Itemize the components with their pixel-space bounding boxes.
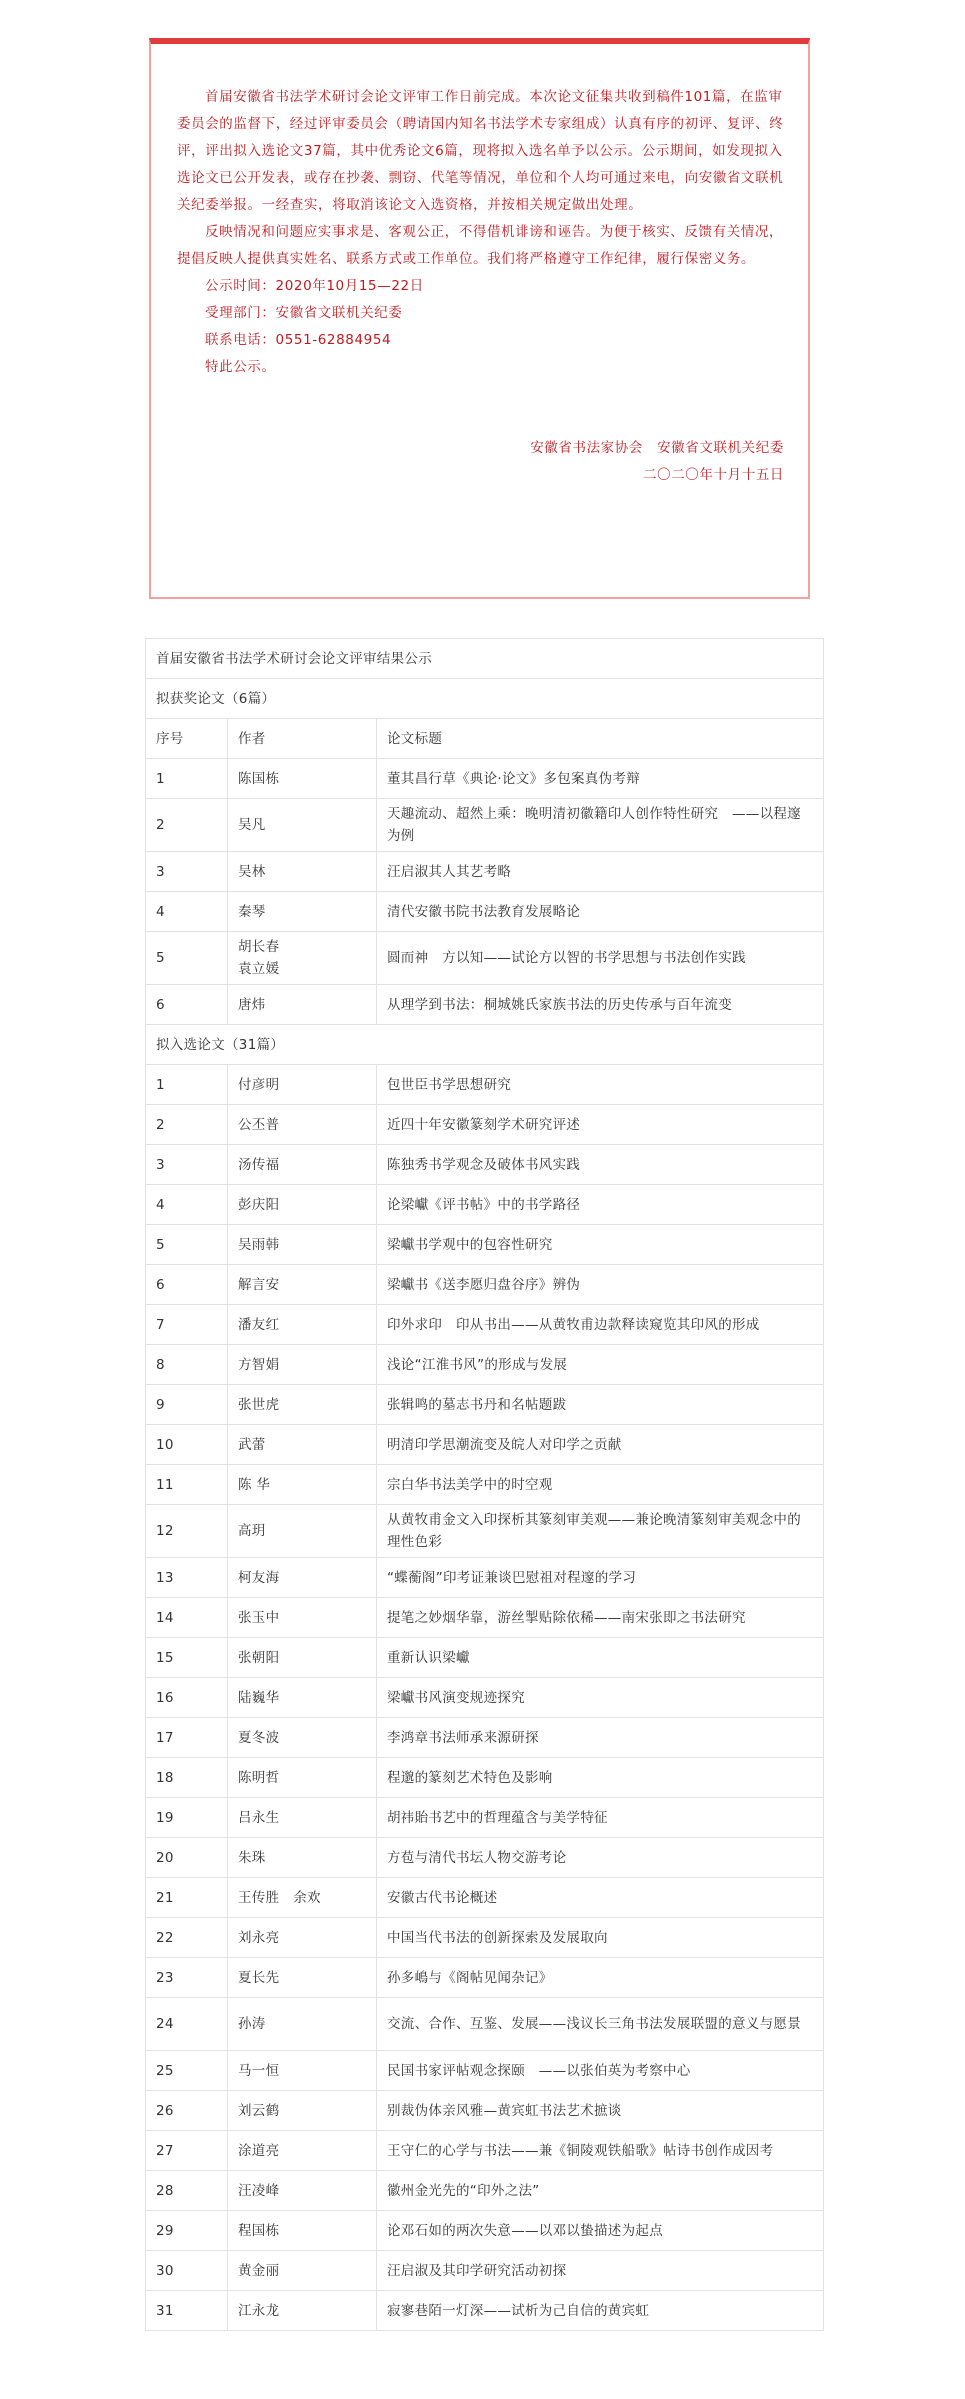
notice-paragraph-2: 反映情况和问题应实事求是、客观公正，不得借机诽谤和诬告。为便于核实、反馈有关情况，提倡反映人提供真实姓名、联系方式或工作单位。我们将严格遵守工作纪律，履行保密义务。 [177, 224, 784, 267]
row-author: 秦琴 [228, 892, 377, 932]
row-title: 浅论“江淮书风”的形成与发展 [377, 1345, 824, 1385]
table-row [146, 1425, 824, 1465]
row-number: 25 [146, 2051, 228, 2091]
row-title: 从理学到书法：桐城姚氏家族书法的历史传承与百年流变 [377, 985, 824, 1025]
table-row [146, 1798, 824, 1838]
row-title: 程邈的篆刻艺术特色及影响 [377, 1758, 824, 1798]
table-row [146, 1385, 824, 1425]
row-title: 张辑鸣的墓志书丹和名帖题跋 [377, 1385, 824, 1425]
row-author: 潘友红 [228, 1305, 377, 1345]
notice-department: 受理部门：安徽省文联机关纪委 [205, 305, 403, 321]
row-author: 张朝阳 [228, 1638, 377, 1678]
table-row [146, 932, 824, 985]
table-title: 首届安徽省书法学术研讨会论文评审结果公示 [146, 639, 824, 679]
header-title: 论文标题 [377, 719, 824, 759]
row-number: 10 [146, 1425, 228, 1465]
row-title: 提笔之妙烟华靠，游丝掣贴除依稀——南宋张即之书法研究 [377, 1598, 824, 1638]
row-number: 1 [146, 759, 228, 799]
row-author: 刘云鹤 [228, 2091, 377, 2131]
row-number: 2 [146, 1105, 228, 1145]
row-title: 安徽古代书论概述 [377, 1878, 824, 1918]
table-row [146, 2131, 824, 2171]
table-row [146, 1918, 824, 1958]
table-row [146, 1838, 824, 1878]
notice-paragraph-1: 首届安徽省书法学术研讨会论文评审工作日前完成。本次论文征集共收到稿件101篇，在监审委员会的监督下，经过评审委员会（聘请国内知名书法学术专家组成）认真有序的初评、复评、终评，评出拟入选论文37篇，其中优秀论文6篇，现将拟入选名单予以公示。公示期间，如发现拟入选论文已公开发表，或存在抄袭、剽窃、代笔等情况，单位和个人均可通过来电，向安徽省文联机关纪委举报。一经查实，将取消该论文入选资格，并按相关规定做出处理。 [177, 89, 784, 213]
row-author: 彭庆阳 [228, 1185, 377, 1225]
row-number: 14 [146, 1598, 228, 1638]
notice-date: 二〇二〇年十月十五日 [643, 467, 784, 483]
row-author: 唐炜 [228, 985, 377, 1025]
row-author: 孙涛 [228, 1998, 377, 2051]
notice-period: 公示时间：2020年10月15—22日 [205, 278, 424, 294]
header-author: 作者 [228, 719, 377, 759]
table-row [146, 759, 824, 799]
table-row [146, 1638, 824, 1678]
table-row [146, 985, 824, 1025]
row-author: 程国栋 [228, 2211, 377, 2251]
table-row [146, 2171, 824, 2211]
row-number: 5 [146, 932, 228, 985]
row-author: 夏冬波 [228, 1718, 377, 1758]
table-row [146, 1225, 824, 1265]
row-author: 吴凡 [228, 799, 377, 852]
row-title: 陈独秀书学观念及破体书风实践 [377, 1145, 824, 1185]
row-number: 20 [146, 1838, 228, 1878]
table-row [146, 1265, 824, 1305]
row-author: 吴林 [228, 852, 377, 892]
row-number: 7 [146, 1305, 228, 1345]
row-number: 3 [146, 1145, 228, 1185]
row-number: 3 [146, 852, 228, 892]
table-row [146, 1065, 824, 1105]
row-title: 董其昌行草《典论·论文》多包案真伪考辩 [377, 759, 824, 799]
table-row [146, 892, 824, 932]
row-number: 18 [146, 1758, 228, 1798]
row-number: 27 [146, 2131, 228, 2171]
row-title: 近四十年安徽篆刻学术研究评述 [377, 1105, 824, 1145]
public-notice-box [149, 38, 810, 599]
row-author: 汪凌峰 [228, 2171, 377, 2211]
row-number: 2 [146, 799, 228, 852]
table-row [146, 1558, 824, 1598]
table-row [146, 2251, 824, 2291]
section-selected-heading: 拟入选论文（31篇） [146, 1025, 824, 1065]
row-number: 11 [146, 1465, 228, 1505]
row-author: 夏长先 [228, 1958, 377, 1998]
section-award-heading: 拟获奖论文（6篇） [146, 679, 824, 719]
row-number: 16 [146, 1678, 228, 1718]
row-number: 9 [146, 1385, 228, 1425]
row-author: 江永龙 [228, 2291, 377, 2331]
row-title: 圆而神 方以知——试论方以智的书学思想与书法创作实践 [377, 932, 824, 985]
row-number: 31 [146, 2291, 228, 2331]
row-author: 涂道亮 [228, 2131, 377, 2171]
row-title: 寂寥巷陌一灯深——试析为己自信的黄宾虹 [377, 2291, 824, 2331]
row-title: 王守仁的心学与书法——兼《铜陵观铁船歌》帖诗书创作成因考 [377, 2131, 824, 2171]
notice-closing: 特此公示。 [205, 359, 276, 375]
row-title: 印外求印 印从书出——从黄牧甫边款释读窥览其印风的形成 [377, 1305, 824, 1345]
row-number: 24 [146, 1998, 228, 2051]
row-author: 吴雨韩 [228, 1225, 377, 1265]
row-title: 胡祎貽书艺中的哲理蕴含与美学特征 [377, 1798, 824, 1838]
row-title: 徽州金光先的“印外之法” [377, 2171, 824, 2211]
table-row [146, 2051, 824, 2091]
row-number: 1 [146, 1065, 228, 1105]
table-row [146, 2091, 824, 2131]
table-row [146, 1505, 824, 1558]
header-no: 序号 [146, 719, 228, 759]
row-author: 张世虎 [228, 1385, 377, 1425]
row-title: 论邓石如的两次失意——以邓以蛰描述为起点 [377, 2211, 824, 2251]
row-title: 梁巘书风演变规迹探究 [377, 1678, 824, 1718]
row-title: 梁巘书学观中的包容性研究 [377, 1225, 824, 1265]
row-number: 17 [146, 1718, 228, 1758]
row-author: 马一恒 [228, 2051, 377, 2091]
row-title: 交流、合作、互鉴、发展——浅议长三角书法发展联盟的意义与愿景 [377, 1998, 824, 2051]
table-row [146, 1465, 824, 1505]
table-row [146, 799, 824, 852]
row-title: 别裁伪体亲风雅—黄宾虹书法艺术摭谈 [377, 2091, 824, 2131]
row-number: 13 [146, 1558, 228, 1598]
table-row [146, 1758, 824, 1798]
table-row [146, 1878, 824, 1918]
row-author: 张玉中 [228, 1598, 377, 1638]
row-number: 26 [146, 2091, 228, 2131]
row-number: 21 [146, 1878, 228, 1918]
row-title: 梁巘书《送李愿归盘谷序》辨伪 [377, 1265, 824, 1305]
row-author: 付彦明 [228, 1065, 377, 1105]
row-title: 方苞与清代书坛人物交游考论 [377, 1838, 824, 1878]
row-title: 孙多嶋与《阁帖见闻杂记》 [377, 1958, 824, 1998]
table-row [146, 1105, 824, 1145]
row-author: 刘永亮 [228, 1918, 377, 1958]
row-author: 吕永生 [228, 1798, 377, 1838]
table-row [146, 1345, 824, 1385]
row-number: 4 [146, 892, 228, 932]
row-number: 29 [146, 2211, 228, 2251]
table-row [146, 1598, 824, 1638]
table-row [146, 1958, 824, 1998]
row-number: 8 [146, 1345, 228, 1385]
row-author: 解言安 [228, 1265, 377, 1305]
row-title: 论梁巘《评书帖》中的书学路径 [377, 1185, 824, 1225]
table-row [146, 1305, 824, 1345]
row-title: 中国当代书法的创新探索及发展取向 [377, 1918, 824, 1958]
row-title: 李鸿章书法师承来源研探 [377, 1718, 824, 1758]
table-row [146, 1145, 824, 1185]
row-title: 明清印学思潮流变及皖人对印学之贡献 [377, 1425, 824, 1465]
row-author: 陈明哲 [228, 1758, 377, 1798]
row-author: 陈 华 [228, 1465, 377, 1505]
row-title: 汪启淑其人其艺考略 [377, 852, 824, 892]
row-title: 宗白华书法美学中的时空观 [377, 1465, 824, 1505]
row-number: 4 [146, 1185, 228, 1225]
row-author: 陆巍华 [228, 1678, 377, 1718]
row-author: 柯友海 [228, 1558, 377, 1598]
row-author: 方智娟 [228, 1345, 377, 1385]
row-author: 陈国栋 [228, 759, 377, 799]
row-author: 武蕾 [228, 1425, 377, 1465]
notice-signers: 安徽省书法家协会 安徽省文联机关纪委 [530, 440, 784, 456]
table-row [146, 1998, 824, 2051]
row-number: 22 [146, 1918, 228, 1958]
results-table [145, 638, 824, 2331]
row-author: 黄金丽 [228, 2251, 377, 2291]
row-title: 重新认识梁巘 [377, 1638, 824, 1678]
table-row [146, 1718, 824, 1758]
table-row [146, 1678, 824, 1718]
row-title: 民国书家评帖观念探颐 ——以张伯英为考察中心 [377, 2051, 824, 2091]
row-author: 汤传福 [228, 1145, 377, 1185]
row-title: 清代安徽书院书法教育发展略论 [377, 892, 824, 932]
row-number: 5 [146, 1225, 228, 1265]
row-author: 王传胜 余欢 [228, 1878, 377, 1918]
row-author: 高玥 [228, 1505, 377, 1558]
notice-phone: 联系电话：0551-62884954 [205, 332, 392, 348]
row-number: 6 [146, 1265, 228, 1305]
table-row [146, 1185, 824, 1225]
table-row [146, 2291, 824, 2331]
row-number: 15 [146, 1638, 228, 1678]
row-title: 汪启淑及其印学研究活动初探 [377, 2251, 824, 2291]
row-author: 朱珠 [228, 1838, 377, 1878]
row-number: 19 [146, 1798, 228, 1838]
row-title: 从黄牧甫金文入印探析其篆刻审美观——兼论晚清篆刻审美观念中的理性色彩 [377, 1505, 824, 1558]
row-title: “蝶蘅阁”印考证兼谈巴慰祖对程邃的学习 [377, 1558, 824, 1598]
row-number: 12 [146, 1505, 228, 1558]
table-row [146, 2211, 824, 2251]
row-title: 包世臣书学思想研究 [377, 1065, 824, 1105]
row-number: 6 [146, 985, 228, 1025]
row-number: 28 [146, 2171, 228, 2211]
row-title: 天趣流动、超然上乘：晚明清初徽籍印人创作特性研究 ——以程邃为例 [377, 799, 824, 852]
row-number: 30 [146, 2251, 228, 2291]
row-number: 23 [146, 1958, 228, 1998]
row-author: 胡长春 袁立媛 [228, 932, 377, 985]
table-row [146, 852, 824, 892]
row-author: 公丕普 [228, 1105, 377, 1145]
